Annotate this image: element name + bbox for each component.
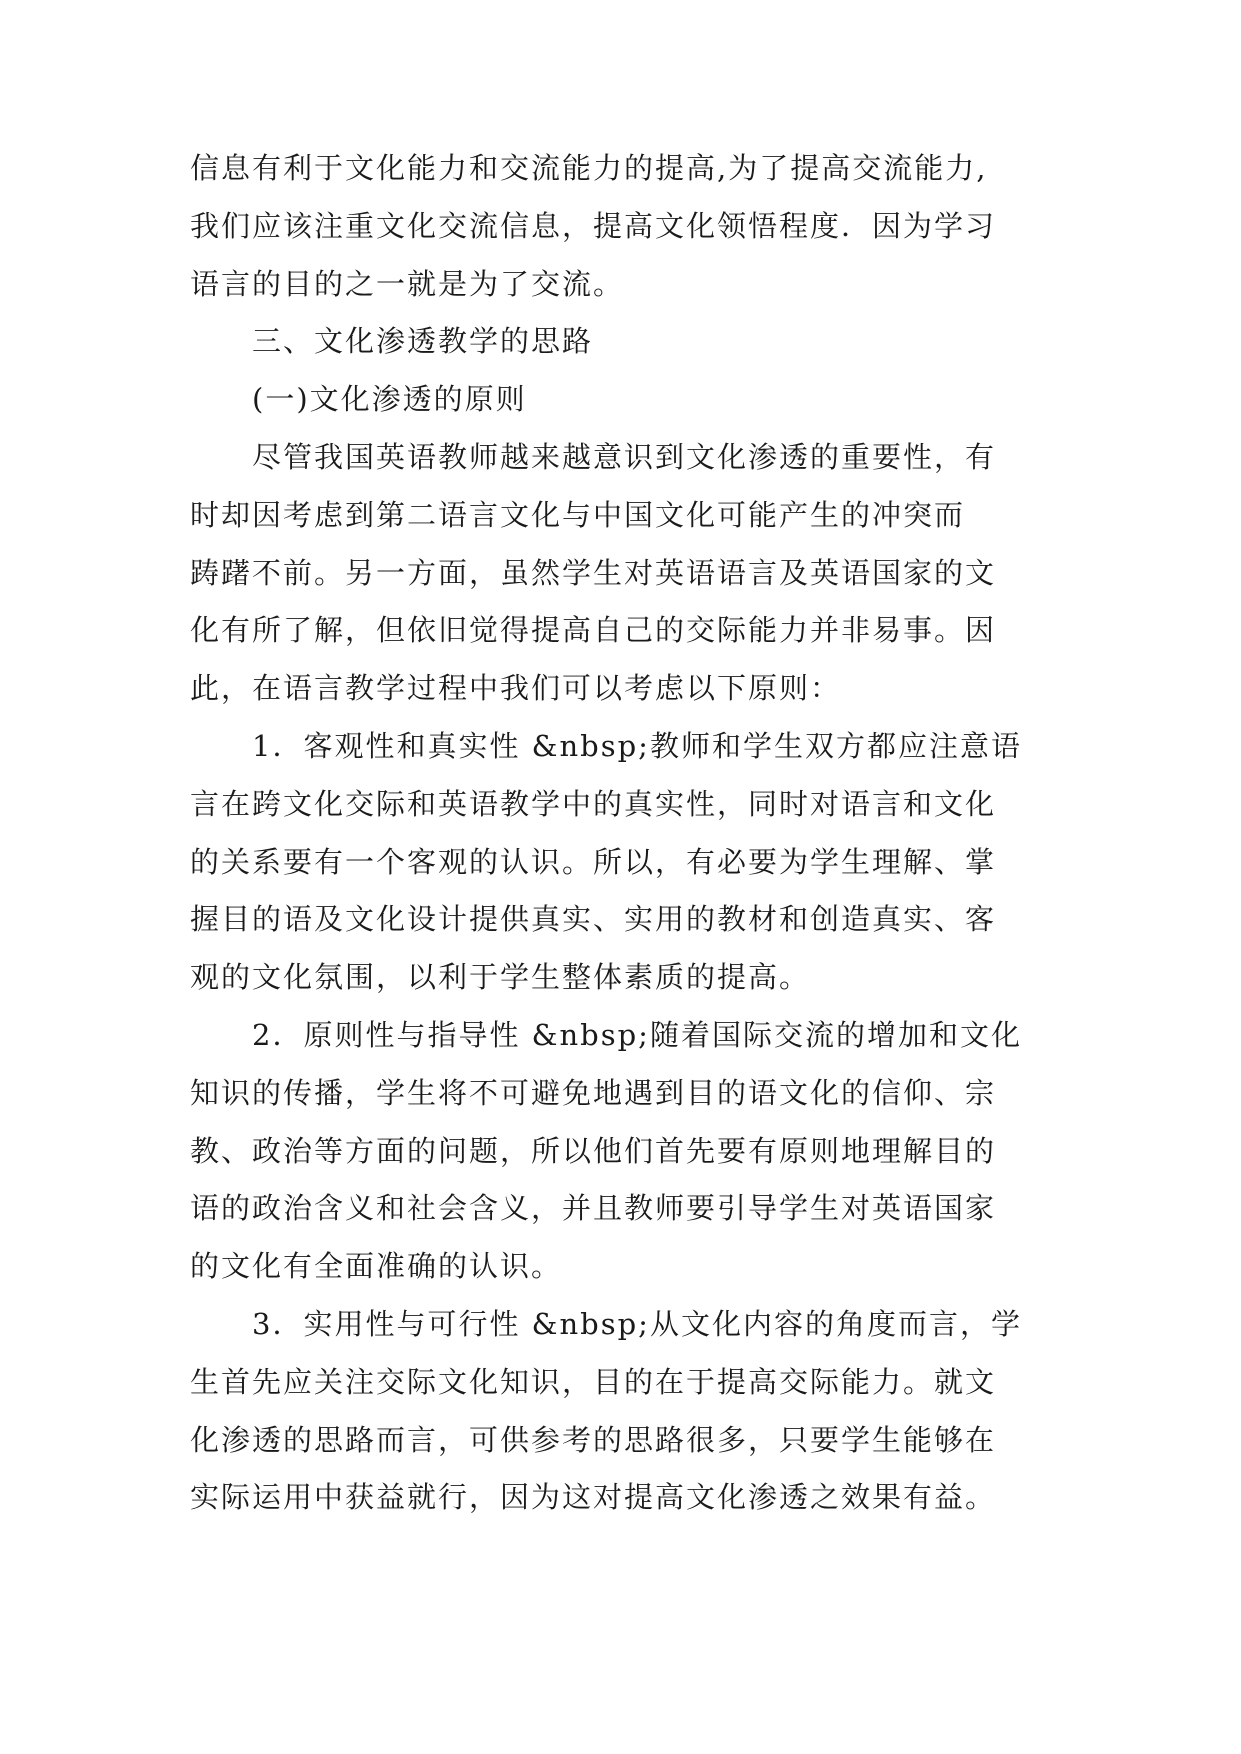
text-line: 时却因考虑到第二语言文化与中国文化可能产生的冲突而: [190, 497, 966, 532]
text-line: 握目的语及文化设计提供真实、实用的教材和创造真实、客: [190, 902, 997, 937]
text-line: 语的政治含义和社会含义，并且教师要引导学生对英语国家: [190, 1191, 997, 1226]
text-line: 知识的传播，学生将不可避免地遇到目的语文化的信仰、宗: [190, 1075, 997, 1110]
text-line: 我们应该注重文化交流信息，提高文化领悟程度．因为学习: [190, 208, 997, 243]
text-line: (一)文化渗透的原则: [252, 382, 527, 417]
text-line: 生首先应关注交际文化知识，目的在于提高交际能力。就文: [190, 1364, 997, 1399]
text-line: 此，在语言教学过程中我们可以考虑以下原则：: [190, 671, 842, 706]
text-line: 观的文化氛围，以利于学生整体素质的提高。: [190, 960, 811, 995]
text-line: 1．客观性和真实性 &nbsp;教师和学生双方都应注意语: [252, 728, 1022, 763]
text-line: 信息有利于文化能力和交流能力的提高,为了提高交流能力,: [190, 151, 988, 185]
text-line: 尽管我国英语教师越来越意识到文化渗透的重要性，有: [252, 439, 997, 474]
text-line: 的文化有全面准确的认识。: [190, 1249, 563, 1284]
text-line: 3．实用性与可行性 &nbsp;从文化内容的角度而言，学: [252, 1306, 1022, 1341]
text-line: 实际运用中获益就行，因为这对提高文化渗透之效果有益。: [190, 1480, 997, 1515]
text-line: 言在跨文化交际和英语教学中的真实性，同时对语言和文化: [190, 786, 997, 821]
text-line: 化有所了解，但依旧觉得提高自己的交际能力并非易事。因: [190, 613, 997, 648]
text-line: 踌躇不前。另一方面，虽然学生对英语语言及英语国家的文: [190, 555, 997, 590]
text-line: 的关系要有一个客观的认识。所以，有必要为学生理解、掌: [190, 844, 997, 879]
text-line: 语言的目的之一就是为了交流。: [190, 266, 625, 301]
text-line: 化渗透的思路而言，可供参考的思路很多，只要学生能够在: [190, 1422, 997, 1457]
text-line: 三、文化渗透教学的思路: [252, 324, 594, 359]
text-line: 2．原则性与指导性 &nbsp;随着国际交流的增加和文化: [252, 1017, 1022, 1052]
text-line: 教、政治等方面的问题，所以他们首先要有原则地理解目的: [190, 1133, 997, 1168]
document-body: [190, 140, 1090, 1527]
